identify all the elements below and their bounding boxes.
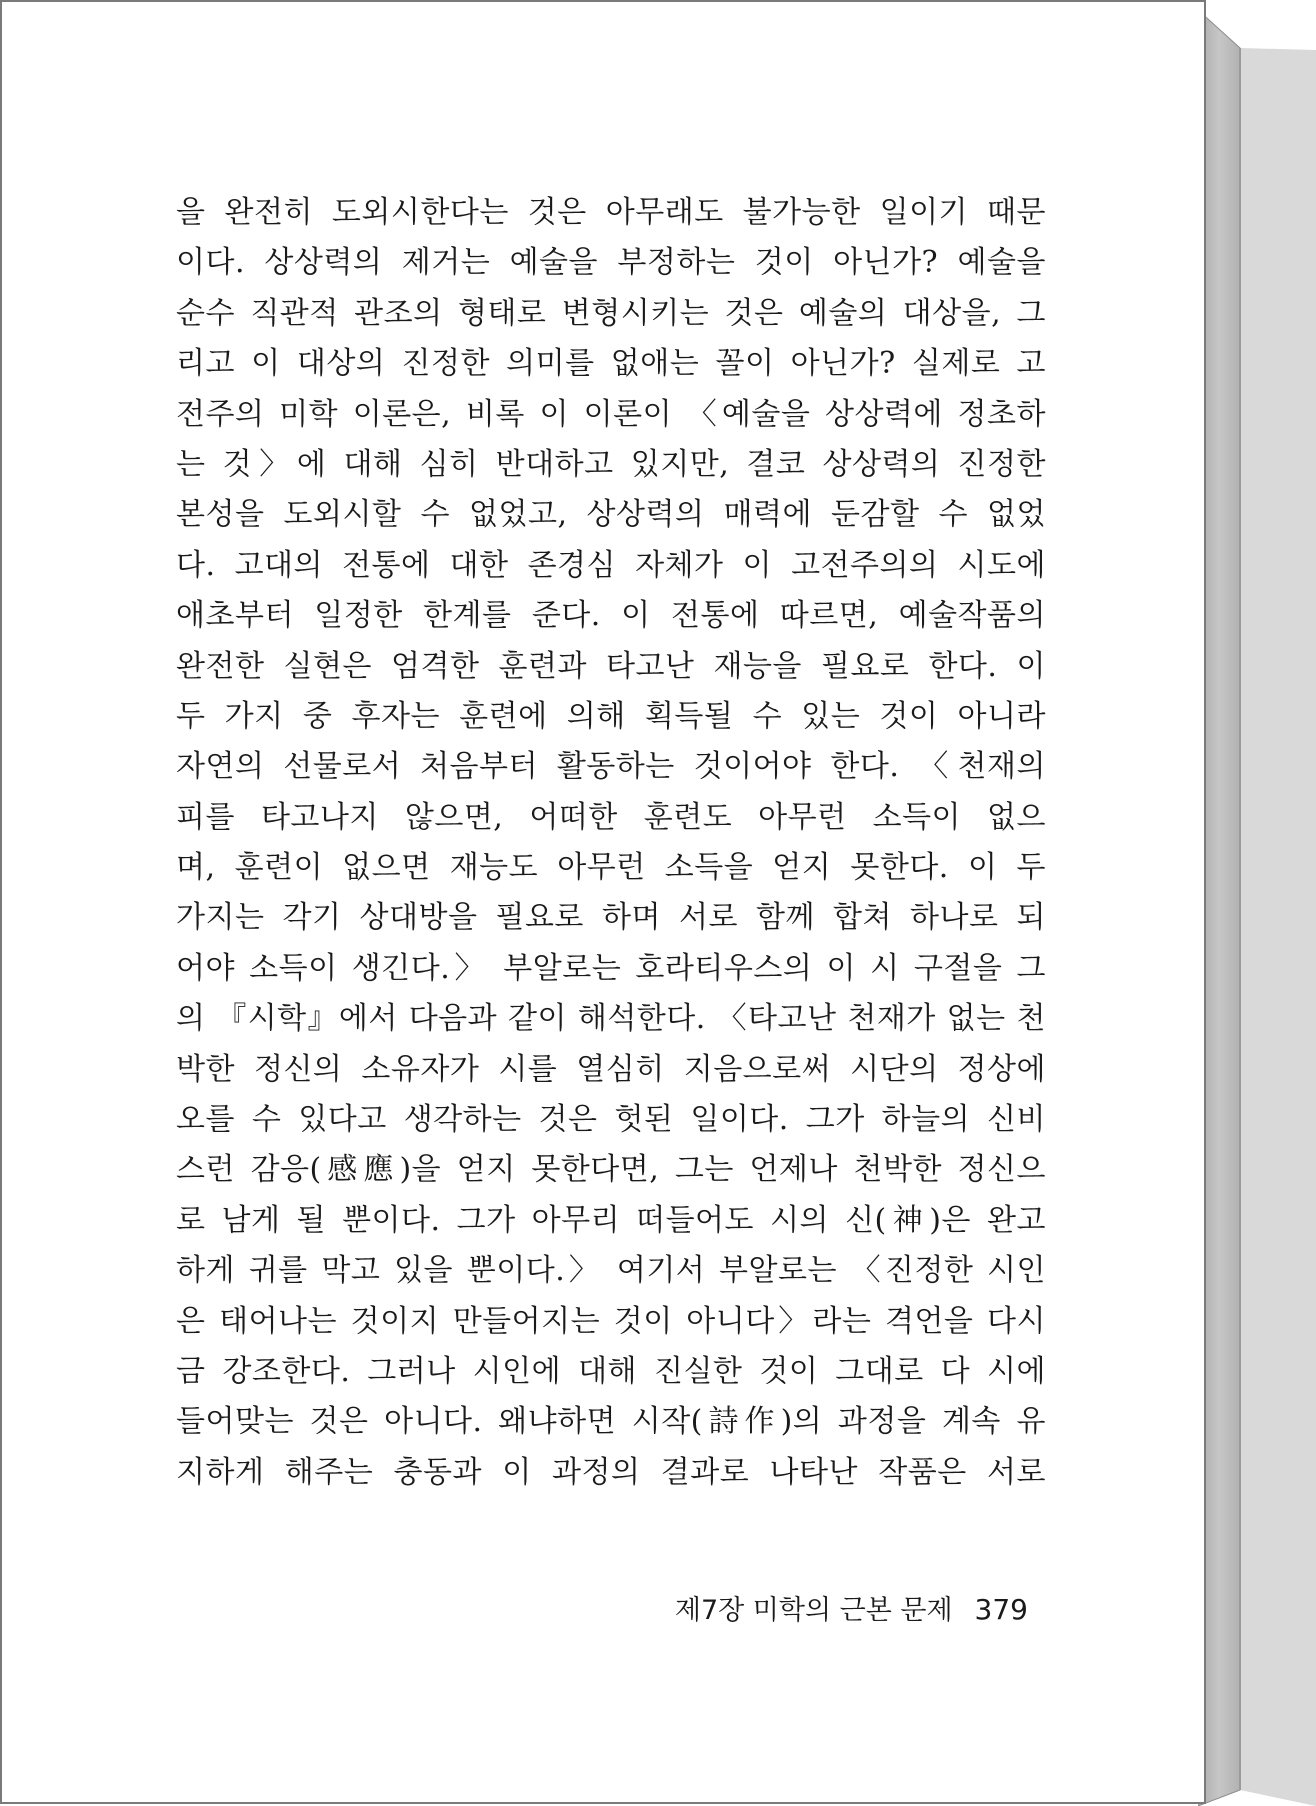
text-line: 전주의 미학 이론은, 비록 이 이론이 〈예술을 상상력에 정초하 <box>176 396 1046 432</box>
text-line: 본성을 도외시할 수 없었고, 상상력의 매력에 둔감할 수 없었 <box>176 497 1046 533</box>
text-line: 완전한 실현은 엄격한 훈련과 타고난 재능을 필요로 한다. 이 <box>176 648 1046 684</box>
text-line: 지하게 해주는 충동과 이 과정의 결과로 나타난 작품은 서로 <box>176 1454 1046 1490</box>
text-line: 두 가지 중 후자는 훈련에 의해 획득될 수 있는 것이 아니라 <box>176 698 1046 734</box>
page-number: 379 <box>974 1593 1028 1626</box>
text-line: 오를 수 있다고 생각하는 것은 헛된 일이다. 그가 하늘의 신비 <box>176 1102 1046 1138</box>
text-line: 자연의 선물로서 처음부터 활동하는 것이어야 한다. 〈천재의 <box>176 749 1046 785</box>
text-line: 피를 타고나지 않으면, 어떠한 훈련도 아무런 소득이 없으 <box>176 799 1046 835</box>
text-line: 을 완전히 도외시한다는 것은 아무래도 불가능한 일이기 때문 <box>176 195 1046 230</box>
running-footer <box>602 1588 1028 1627</box>
text-line: 들어맞는 것은 아니다. 왜냐하면 시작(詩作)의 과정을 계속 유 <box>176 1404 1046 1440</box>
text-line: 애초부터 일정한 한계를 준다. 이 전통에 따르면, 예술작품의 <box>176 598 1046 634</box>
text-line: 로 남게 될 뿐이다. 그가 아무리 떠들어도 시의 신(神)은 완고 <box>176 1202 1046 1238</box>
book-page-edge <box>1198 10 1316 1806</box>
text-line: 순수 직관적 관조의 형태로 변형시키는 것은 예술의 대상을, 그 <box>176 295 1046 331</box>
text-line: 며, 훈련이 없으면 재능도 아무런 소득을 얻지 못한다. 이 두 <box>176 850 1046 886</box>
body-text <box>176 188 1046 1498</box>
text-line: 박한 정신의 소유자가 시를 열심히 지음으로써 시단의 정상에 <box>176 1051 1046 1087</box>
text-line: 금 강조한다. 그러나 시인에 대해 진실한 것이 그대로 다 시에 <box>176 1353 1046 1389</box>
text-line: 스런 감응(感應)을 얻지 못한다면, 그는 언제나 천박한 정신으 <box>176 1152 1046 1188</box>
chapter-title: 제7장 미학의 근본 문제 <box>674 1595 953 1626</box>
text-line: 가지는 각기 상대방을 필요로 하며 서로 함께 합쳐 하나로 되 <box>176 900 1046 936</box>
text-line: 이다. 상상력의 제거는 예술을 부정하는 것이 아닌가? 예술을 <box>176 245 1046 281</box>
text-line: 는 것〉에 대해 심히 반대하고 있지만, 결코 상상력의 진정한 <box>176 446 1046 482</box>
text-line: 리고 이 대상의 진정한 의미를 없애는 꼴이 아닌가? 실제로 고 <box>176 346 1046 382</box>
text-line: 은 태어나는 것이지 만들어지는 것이 아니다〉라는 격언을 다시 <box>176 1303 1046 1339</box>
text-line: 하게 귀를 막고 있을 뿐이다.〉 여기서 부알로는 〈진정한 시인 <box>176 1253 1046 1289</box>
text-line: 의 『시학』에서 다음과 같이 해석한다. 〈타고난 천재가 없는 천 <box>176 1001 1046 1037</box>
text-line: 어야 소득이 생긴다.〉 부알로는 호라티우스의 이 시 구절을 그 <box>176 950 1046 986</box>
text-line: 다. 고대의 전통에 대한 존경심 자체가 이 고전주의의 시도에 <box>176 547 1046 583</box>
